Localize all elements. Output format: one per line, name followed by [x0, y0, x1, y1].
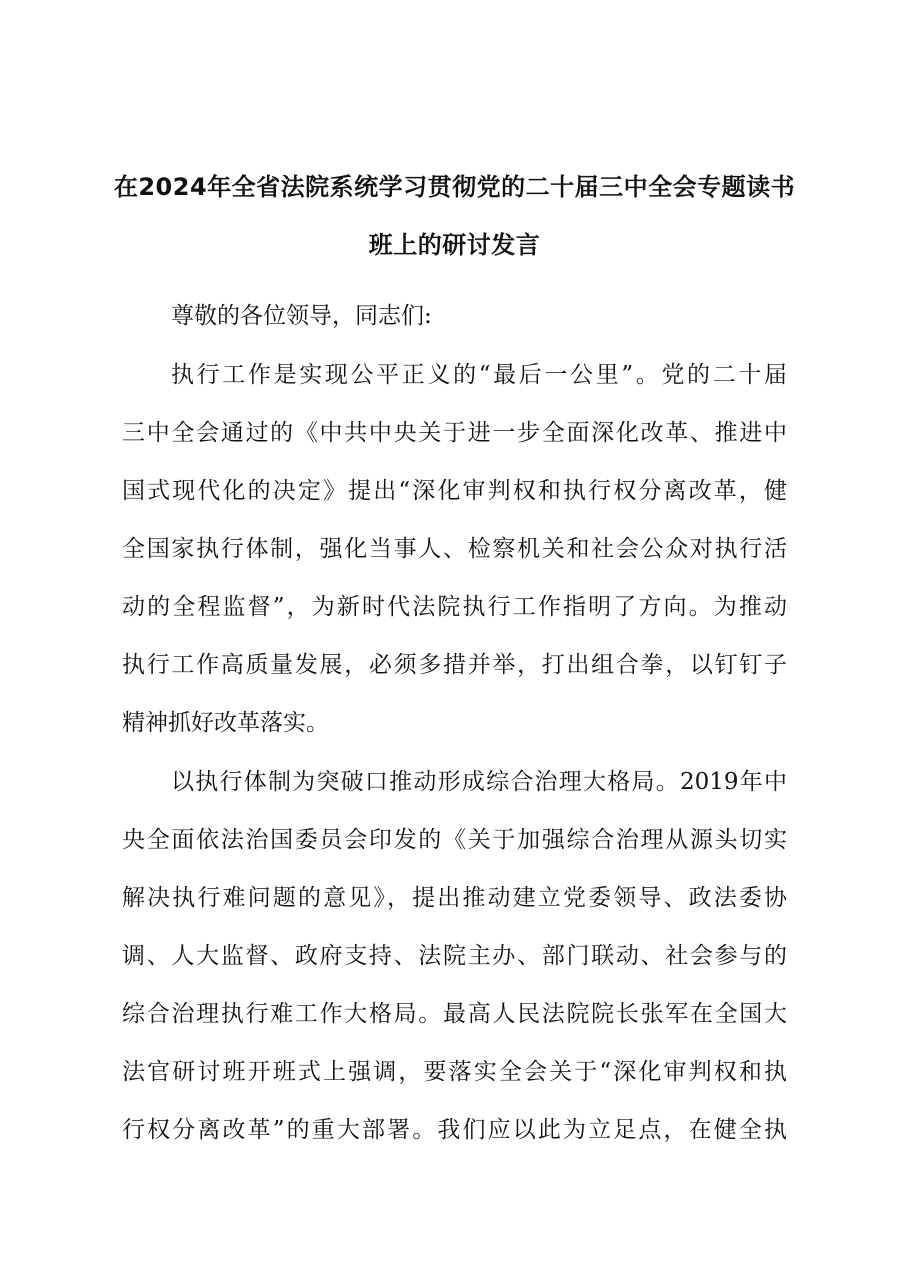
document-title-line-1: 在2024年全省法院系统学习贯彻党的二十届三中全会专题读书	[113, 173, 796, 201]
document-title-line-2: 班上的研讨发言	[368, 231, 541, 259]
paragraph-2-line: 以执行体制为突破口推动形成综合治理大格局。2019年中	[171, 769, 787, 795]
paragraph-1-line: 执行工作是实现公平正义的“最后一公里”。党的二十届	[171, 362, 787, 388]
paragraph-2-line: 法官研讨班开班式上强调，要落实全会关于“深化审判权和执	[122, 1059, 787, 1085]
paragraph-1-line: 执行工作高质量发展，必须多措并举，打出组合拳，以钉钉子	[122, 652, 787, 678]
paragraph-2-line: 行权分离改革”的重大部署。我们应以此为立足点，在健全执	[122, 1117, 787, 1143]
paragraph-2-line: 综合治理执行难工作大格局。最高人民法院院长张军在全国大	[122, 1001, 787, 1027]
paragraph-2-line: 央全面依法治国委员会印发的《关于加强综合治理从源头切实	[122, 827, 787, 853]
paragraph-1-line: 三中全会通过的《中共中央关于进一步全面深化改革、推进中	[122, 420, 787, 446]
paragraph-1-line: 精神抓好改革落实。	[122, 710, 329, 736]
salutation: 尊敬的各位领导，同志们:	[171, 303, 432, 329]
paragraph-2-line: 解决执行难问题的意见》，提出推动建立党委领导、政法委协	[122, 885, 787, 911]
paragraph-1-line: 国式现代化的决定》提出“深化审判权和执行权分离改革，健	[122, 478, 787, 504]
paragraph-2-line: 调、人大监督、政府支持、法院主办、部门联动、社会参与的	[122, 943, 787, 969]
paragraph-1-line: 全国家执行体制，强化当事人、检察机关和社会公众对执行活	[122, 536, 787, 562]
paragraph-1-line: 动的全程监督”，为新时代法院执行工作指明了方向。为推动	[122, 594, 787, 620]
